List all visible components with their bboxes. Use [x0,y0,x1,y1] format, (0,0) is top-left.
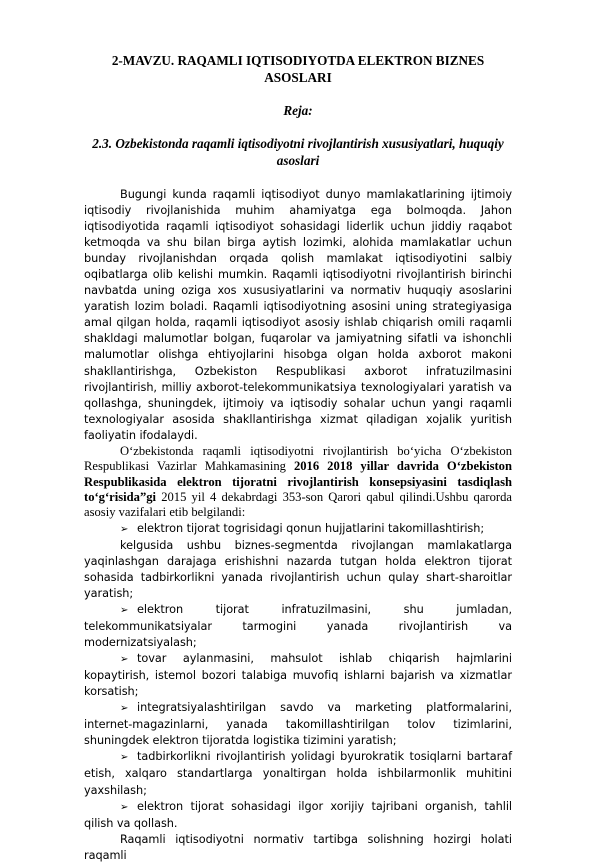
list-item-text: kelgusida ushbu biznes-segmentda rivojlangan mamlakatlarga yaqinlashgan darajaga erishishni nazarda tutgan holda elektron tijorat sohasida tadbirkorlikni yanada rivojlantirish uchun qulay shart-sharoitlar yaratish; [84,538,512,600]
subtitle-line-1: 2.3. Ozbekistonda raqamli iqtisodiyotni rivojlantirish xususiyatlari, huquqiy [92,136,504,151]
plan-heading: Reja: [283,103,313,118]
section-subtitle [84,135,512,169]
closing-paragraph: Raqamli iqtisodiyotni normativ tartibga solishning hozirgi holati raqamli [84,832,512,862]
arrow-bullet-icon: ➢ [120,801,129,813]
arrow-bullet-icon: ➢ [120,654,129,666]
arrow-bullet-icon: ➢ [120,752,129,764]
list-item-text: elektron tijorat sohasidagi ilgor xorijiy tajribani organish, tahlil qilish va qollash. [84,799,512,830]
list-item-text: elektron tijorat togrisidagi qonun hujjatlarini takomillashtirish; [137,521,485,535]
document-title [84,52,512,86]
intro-paragraph: Bugungi kunda raqamli iqtisodiyot dunyo mamlakatlarining ijtimoiy iqtisodiy rivojlanishida muhim ahamiyatga ega bolmoqda. Jahon iqtisodiyotida raqamli iqtisodiyot sohasidagi liderlik uchun jiddiy raqabot ketmoqda va shu bilan birga aytish lozimki, alohida mamlakatlar uchun bunday rivojlanishdan orqada qolish mamlakat iqtisodiyotini salbiy oqibatlarga olib kelishi mumkin. Raqamli iqtisodiyotni rivojlantirish birinchi navbatda uning oziga xos xususiyatlarini va normativ huquqiy asoslarini yaratish lozim boladi. Raqamli iqtisodiyotning asosini uning strategiyasiga amal qilgan holda, raqamli iqtisodiyot asosiy ishlab chiqarish omili raqamli shakldagi malumotlar bolgan, fuqarolar va jamiyatning sifatli va ishonchli malumotlar olishga ehtiyojlarini hisobga olgan holda axborot makoni shakllantirishga, Ozbekiston Respublikasi axborot infratuzilmasini rivojlantirish, milliy axborot-telekommunikatsiya texnologiyalari yaratish va qollashga, shuningdek, ijtimoiy va iqtisodiy sohalar uchun yangi raqamli texnologiyalar asosida shakllantirishga xizmat qiladigan xojalik yuritish faoliyatin ifodalaydi. [84,188,512,442]
resolution-title: 2016 2018 yillar davrida O‘zbekiston Respublikasida elektron tijoratni rivojlantirish konsepsiyasini tasdiqlash to‘g‘risida”gi [84,459,512,504]
list-item-text: tadbirkorlikni rivojlantirish yolidagi byurokratik tosiqlarni bartaraf etish, xalqaro standartlarga yonaltirgan holda ishbilarmonlik muhitini yaxshilash; [84,750,512,797]
resolution-text-start: O‘zbekistonda raqamli iqtisodiyotni rivojlantirish bo‘yicha O‘zbekiston Respublikasi Vazirlar Mahkamasining [84,443,512,474]
list-item [84,700,512,749]
arrow-bullet-icon: ➢ [120,523,129,535]
list-item [84,602,512,651]
subtitle-line-2: asoslari [276,153,320,168]
resolution-paragraph [84,444,512,521]
title-line-2: ASOSLARI [264,70,332,85]
title-line-1: 2-MAVZU. RAQAMLI IQTISODIYOTDA ELEKTRON BIZNES [111,53,485,68]
document-page [84,52,512,864]
list-item [84,799,512,832]
list-item [84,538,512,602]
list-item [84,651,512,700]
list-item [84,521,512,538]
arrow-bullet-icon: ➢ [120,605,129,617]
list-item-text: elektron tijorat infratuzilmasini, shu jumladan, telekommunikatsiyalar tarmogini yanada rivojlantirish va modernizatsiyalash; [84,603,512,650]
list-item-text: tovar aylanmasini, mahsulot ishlab chiqarish hajmlarini kopaytirish, istemol bozori talabiga muvofiq ishlarni bajarish va xizmatlar korsatish; [84,652,512,699]
list-item-text: integratsiyalashtirilgan savdo va marketing platformalarini, internet-magazinlarni, yanada takomillashtirilgan tolov tizimlarini, shuningdek elektron tijoratda logistika tizimini yaratish; [84,701,512,748]
resolution-text-end: 2015 yil 4 dekabrdagi 353-son Qarori qabul qilindi.Ushbu qarorda asosiy vazifalari etib belgilandi: [84,489,512,520]
list-item [84,749,512,798]
arrow-bullet-icon: ➢ [120,703,129,715]
